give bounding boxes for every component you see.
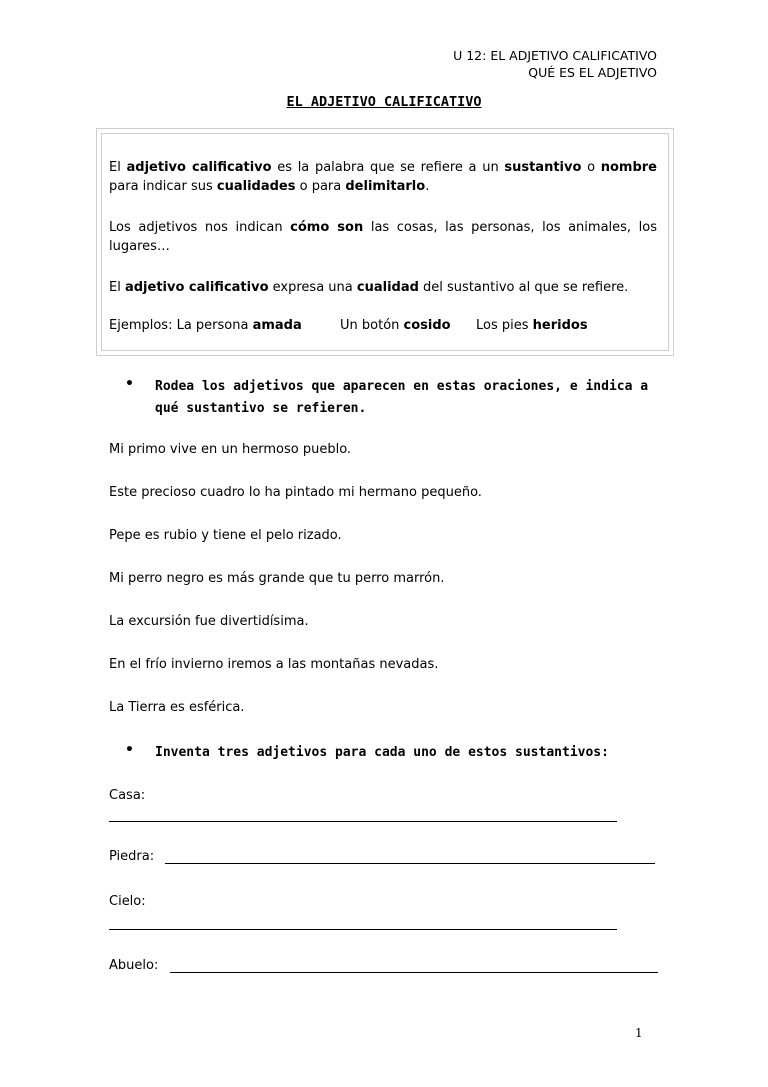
quality-paragraph: El adjetivo calificativo expresa una cualidad del sustantivo al que se refiere. [109, 280, 629, 295]
examples-line: Ejemplos: La persona amada [109, 318, 302, 333]
instruction-invent-adjectives: Inventa tres adjetivos para cada uno de estos sustantivos: [155, 745, 609, 760]
page-number: 1 [635, 1026, 643, 1040]
sentence-5: La excursión fue divertidísima. [109, 614, 309, 629]
answer-line-abuelo[interactable] [170, 972, 658, 973]
answer-line-piedra[interactable] [165, 863, 655, 864]
example-3: Los pies heridos [476, 318, 588, 333]
adjectives-indicate-paragraph: Los adjetivos nos indican cómo son las cosas, las personas, los animales, los lugares… [109, 220, 657, 254]
noun-abuelo: Abuelo: [109, 958, 159, 973]
bullet-icon: • [125, 376, 134, 392]
noun-cielo: Cielo: [109, 894, 146, 909]
sentence-3: Pepe es rubio y tiene el pelo rizado. [109, 528, 342, 543]
example-2: Un botón cosido [340, 318, 451, 333]
noun-piedra: Piedra: [109, 849, 155, 864]
header-unit-line: U 12: EL ADJETIVO CALIFICATIVO [453, 48, 657, 63]
definition-paragraph: El adjetivo calificativo es la palabra que se refiere a un sustantivo o nombre para indicar sus cualidades o para delimitarlo. [109, 160, 657, 194]
page-title: EL ADJETIVO CALIFICATIVO [286, 94, 482, 110]
bullet-icon: • [125, 742, 134, 758]
answer-line-cielo[interactable] [109, 929, 617, 930]
instruction-circle-adjectives: Rodea los adjetivos que aparecen en estas oraciones, e indica a qué sustantivo se refieren. [155, 379, 649, 416]
sentence-6: En el frío invierno iremos a las montañas nevadas. [109, 657, 439, 672]
sentence-7: La Tierra es esférica. [109, 700, 245, 715]
sentence-4: Mi perro negro es más grande que tu perro marrón. [109, 571, 445, 586]
sentence-2: Este precioso cuadro lo ha pintado mi hermano pequeño. [109, 485, 482, 500]
answer-line-casa[interactable] [109, 821, 617, 822]
header-topic-line: QUÉ ES EL ADJETIVO [528, 65, 657, 80]
noun-casa: Casa: [109, 788, 146, 803]
sentence-1: Mi primo vive en un hermoso pueblo. [109, 442, 352, 457]
